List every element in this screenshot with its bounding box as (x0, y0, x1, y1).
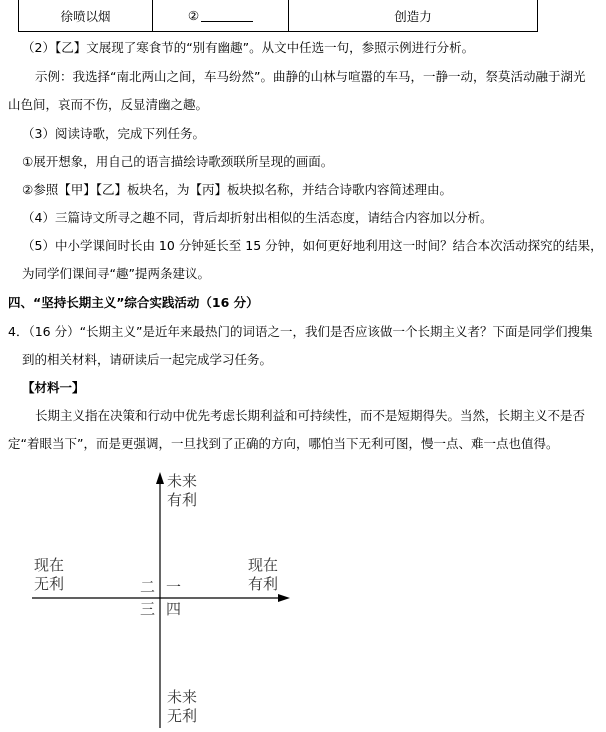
question-line: （5）中小学课间时长由 10 分钟延长至 15 分钟，如何更好地利用这一时间？结合本次活动探究的结果， (22, 238, 603, 253)
quadrant-label-2: 二 (140, 578, 156, 596)
question-line: （2）【乙】文展现了寒食节的“别有幽趣”。从文中任选一句，参照示例进行分析。 (22, 40, 475, 55)
question-line: 到的相关材料，请研读后一起完成学习任务。 (22, 352, 273, 367)
question-line: （4）三篇诗文所寻之趣不同，背后却折射出相似的生活态度，请结合内容加以分析。 (22, 210, 493, 225)
table-cell: 徐喷以烟 (19, 0, 153, 31)
example-line: 示例：我选择“南北两山之间，车马纷然”。曲静的山林与喧嚣的车马，一静一动，祭莫活动融于湖光 (35, 69, 586, 84)
bottom-label: 未来 无利 (167, 688, 198, 725)
right-arrowhead (278, 594, 290, 602)
table-cell: 创造力 (394, 8, 432, 24)
material-line: 定“着眼当下”，而是更强调，一旦找到了正确的方向，哪怕当下无利可图，慢一点、难一点也值得。 (8, 436, 559, 451)
left-label: 现在 无利 (34, 556, 65, 593)
example-line: 山色间，哀而不伤，反显清幽之趣。 (8, 97, 209, 112)
quadrant-label-1: 一 (166, 578, 182, 596)
material-line: 长期主义指在决策和行动中优先考虑长期利益和可持续性，而不是短期得失。当然，长期主义不是否 (35, 408, 586, 423)
question-line: 为同学们课间寻“趣”提两条建议。 (22, 266, 210, 281)
material-heading: 【材料一】 (22, 380, 85, 395)
up-arrowhead (156, 472, 164, 484)
right-label: 现在 有利 (248, 556, 279, 593)
section-heading: 四、“坚持长期主义”综合实践活动（16 分） (8, 295, 259, 310)
top-label: 未来 有利 (167, 472, 198, 509)
task-line: ②参照【甲】【乙】板块名，为【丙】板块拟名称，并结合诗歌内容简述理由。 (22, 182, 452, 197)
quadrant-label-4: 四 (166, 600, 182, 618)
task-line: ①展开想象，用自己的语言描绘诗歌颈联所呈现的画面。 (22, 154, 334, 169)
blank-number: ② (187, 8, 200, 23)
question-line: （3）阅读诗歌，完成下列任务。 (22, 126, 205, 141)
quadrant-label-3: 三 (140, 600, 156, 618)
question-line: 4．（16 分）“长期主义”是近年来最热门的词语之一，我们是否应该做一个长期主义者？下面是同学们搜集 (8, 324, 593, 339)
